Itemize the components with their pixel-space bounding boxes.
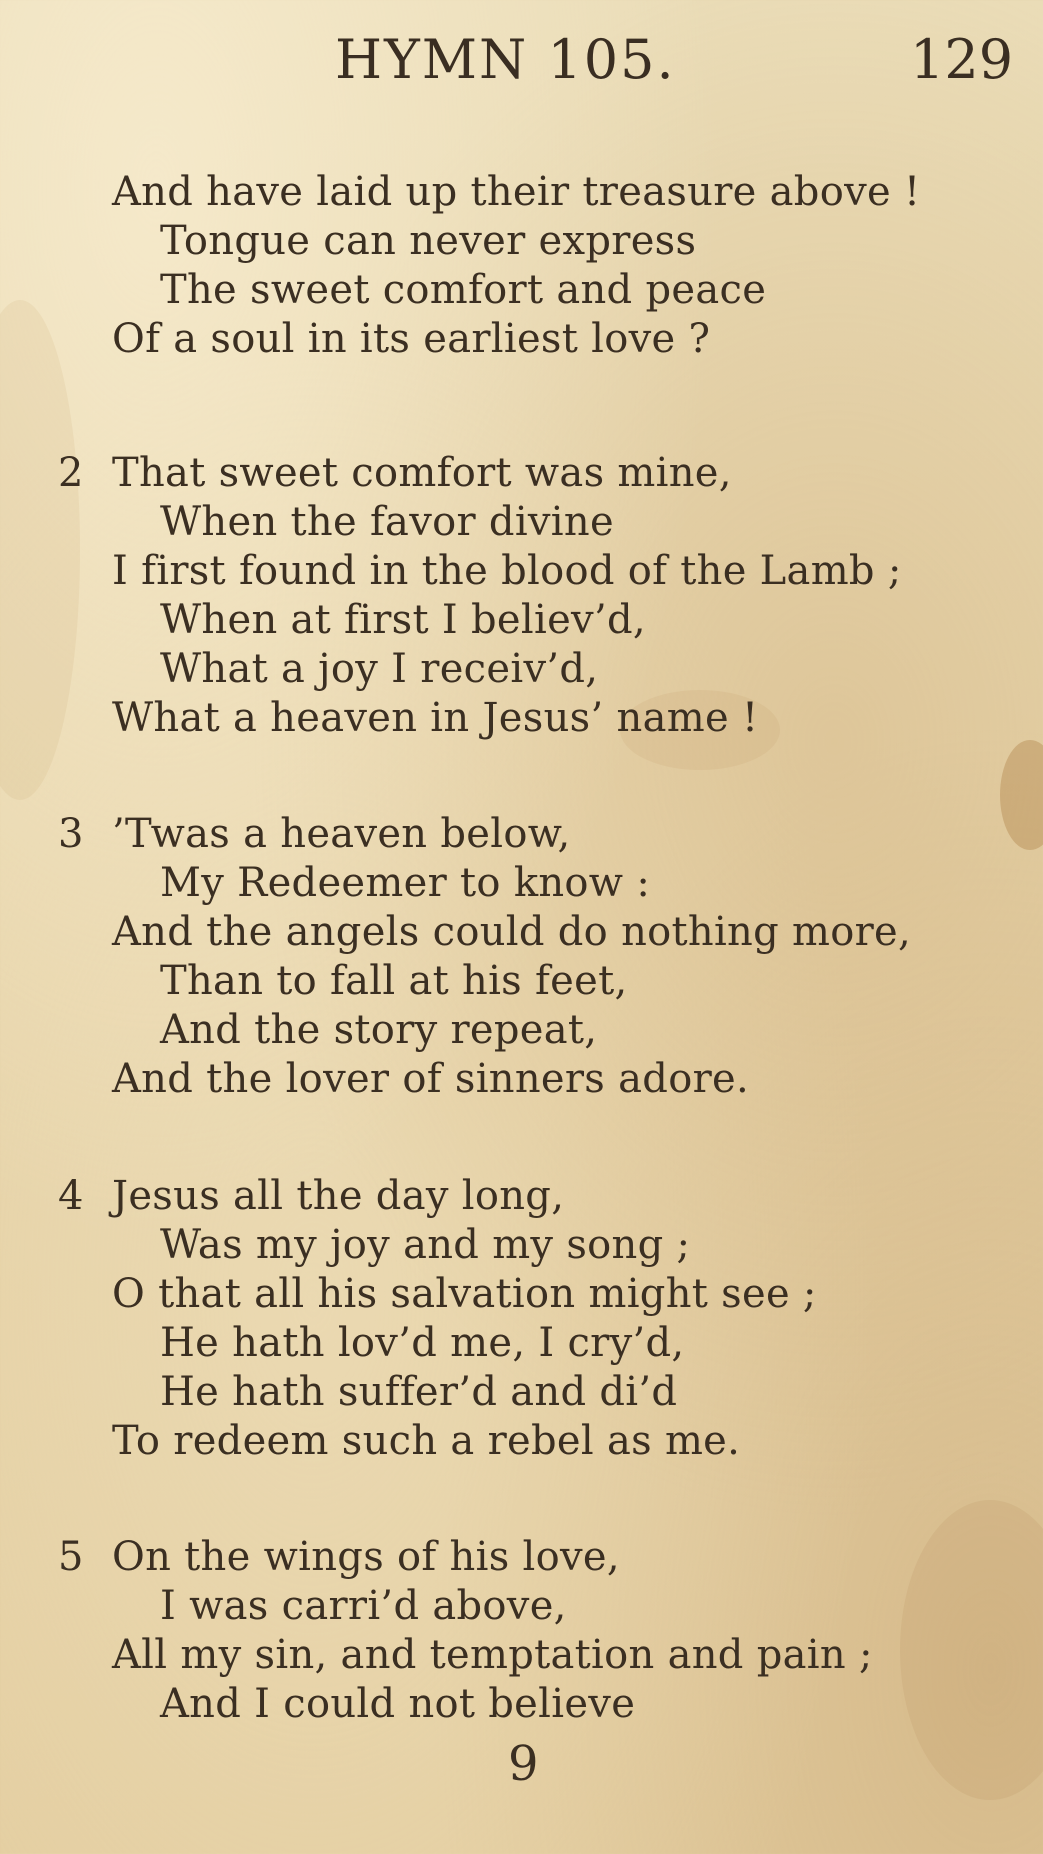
verse-line: Of a soul in its earliest love ?: [112, 316, 711, 362]
verse-line: Than to fall at his feet,: [160, 958, 628, 1004]
verse-line: O that all his salvation might see ;: [112, 1271, 817, 1317]
verse-line: And the angels could do nothing more,: [112, 909, 912, 955]
verse-line: When the favor divine: [160, 499, 614, 545]
verse-line: And have laid up their treasure above !: [112, 169, 921, 215]
verse-line: I was carri’d above,: [160, 1583, 567, 1629]
hymn-title: HYMN 105.: [335, 28, 676, 91]
verse-line: My Redeemer to know :: [160, 860, 651, 906]
verse-line: All my sin, and temptation and pain ;: [112, 1632, 873, 1678]
verse-line: Was my joy and my song ;: [160, 1222, 691, 1268]
signature-mark: 9: [508, 1736, 539, 1792]
paper-stain: [900, 1500, 1043, 1800]
verse-line: That sweet comfort was mine,: [112, 450, 732, 496]
verse-number: 4: [58, 1173, 84, 1219]
verse-line: He hath lov’d me, I cry’d,: [160, 1320, 685, 1366]
verse-number: 5: [58, 1534, 84, 1580]
verse-line: The sweet comfort and peace: [160, 267, 767, 313]
verse-number: 3: [58, 811, 84, 857]
verse-line: And the story repeat,: [160, 1007, 598, 1053]
page-header: [0, 28, 1043, 98]
verse-line: ’Twas a heaven below,: [112, 811, 571, 857]
verse-line: Jesus all the day long,: [112, 1173, 565, 1219]
verse-line: Tongue can never express: [160, 218, 697, 264]
verse-line: On the wings of his love,: [112, 1534, 620, 1580]
verse-line: What a joy I receiv’d,: [160, 646, 599, 692]
verse-line: And I could not believe: [160, 1681, 636, 1727]
paper-stain: [0, 300, 80, 800]
verse-line: To redeem such a rebel as me.: [112, 1418, 741, 1464]
verse-line: What a heaven in Jesus’ name !: [112, 695, 759, 741]
verse-number: 2: [58, 450, 84, 496]
verse-line: I first found in the blood of the Lamb ;: [112, 548, 902, 594]
paper-stain: [1000, 740, 1043, 850]
verse-line: And the lover of sinners adore.: [112, 1056, 749, 1102]
verse-line: When at first I believ’d,: [160, 597, 646, 643]
verse-line: He hath suffer’d and di’d: [160, 1369, 678, 1415]
page-number: 129: [910, 28, 1014, 91]
